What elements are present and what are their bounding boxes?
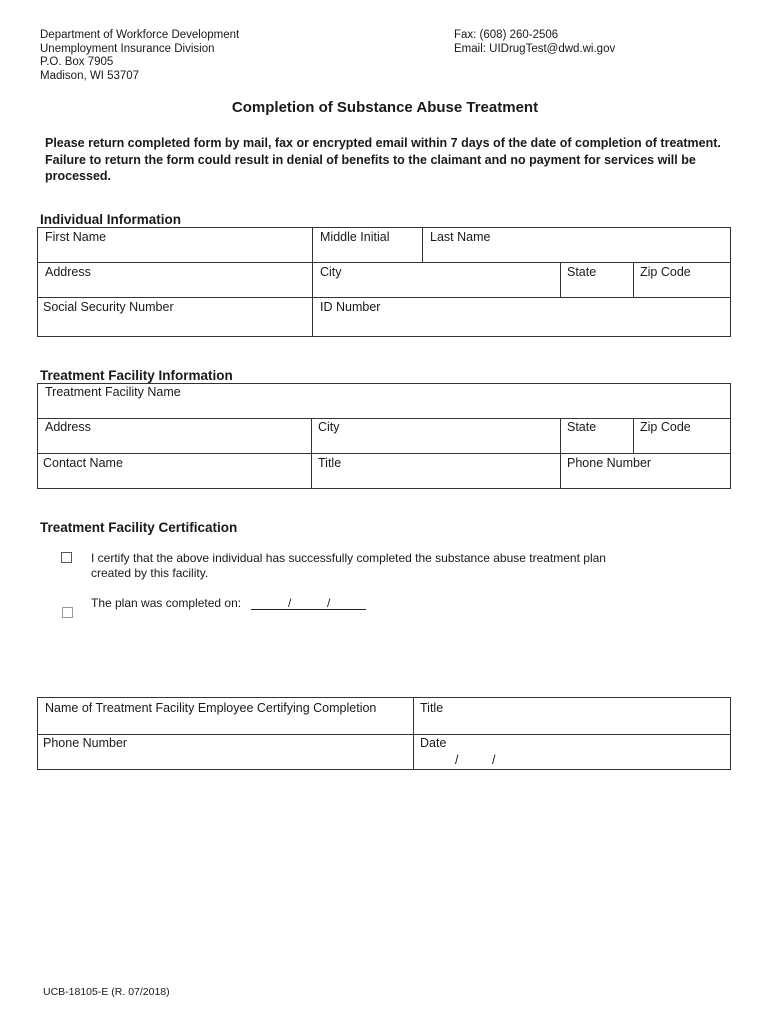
divider — [633, 418, 634, 453]
completed-on-date-field[interactable] — [251, 596, 366, 610]
date-separator: / — [288, 596, 292, 610]
divider — [311, 418, 312, 489]
completed-on-checkbox[interactable] — [62, 607, 73, 618]
address-line: Department of Workforce Development — [40, 29, 240, 41]
individual-section-title: Individual Information — [40, 212, 181, 227]
facility-section-title: Treatment Facility Information — [40, 368, 233, 383]
certify-text-line: I certify that the above individual has successfully completed the substance abuse treatment plan — [91, 551, 606, 565]
facility-name-field[interactable]: Treatment Facility Name — [45, 385, 181, 399]
divider — [560, 262, 561, 297]
employee-title-field[interactable]: Title — [420, 701, 444, 715]
divider — [37, 297, 731, 298]
employee-phone-field[interactable]: Phone Number — [43, 736, 128, 750]
middle-initial-field[interactable]: Middle Initial — [320, 230, 390, 244]
completed-on-label: The plan was completed on: — [91, 596, 242, 610]
form-code: UCB-18105-E (R. 07/2018) — [43, 986, 170, 998]
divider — [37, 734, 731, 735]
instructions: Please return completed form by mail, fax or encrypted email within 7 days of the date of completion of treatment. Failure to return the form could result in denial of benefits to the claimant and no payment for services will be processed. — [45, 136, 721, 183]
address-line: Madison, WI 53707 — [40, 69, 140, 82]
city-field[interactable]: City — [320, 265, 342, 279]
agency-address — [40, 29, 239, 83]
state-field[interactable]: State — [567, 265, 597, 279]
date-field[interactable]: Date — [420, 736, 447, 750]
certification-section-title: Treatment Facility Certification — [40, 520, 238, 535]
certify-text-line: created by this facility. — [91, 566, 209, 580]
certify-checkbox[interactable] — [61, 552, 72, 563]
fax-number: Fax: (608) 260-2506 — [454, 29, 559, 41]
divider — [560, 418, 561, 489]
address-line: P.O. Box 7905 — [40, 56, 114, 68]
form-title: Completion of Substance Abuse Treatment — [231, 99, 539, 116]
agency-contact — [454, 29, 615, 56]
date-separator: / — [492, 753, 496, 767]
divider — [312, 227, 313, 337]
address-field[interactable]: Address — [45, 265, 91, 279]
facility-phone-field[interactable]: Phone Number — [567, 456, 652, 470]
facility-zip-code-field[interactable]: Zip Code — [640, 420, 691, 434]
divider — [422, 227, 423, 262]
employee-name-field[interactable]: Name of Treatment Facility Employee Certifying Completion — [45, 701, 377, 715]
date-separator: / — [327, 596, 331, 610]
divider — [633, 262, 634, 297]
date-separator: / — [455, 753, 459, 767]
id-number-field[interactable]: ID Number — [320, 300, 381, 314]
facility-state-field[interactable]: State — [567, 420, 597, 434]
email-address: Email: UIDrugTest@dwd.wi.gov — [454, 42, 616, 55]
divider — [37, 453, 731, 454]
divider — [413, 697, 414, 770]
divider — [37, 262, 731, 263]
zip-code-field[interactable]: Zip Code — [640, 265, 691, 279]
last-name-field[interactable]: Last Name — [430, 230, 491, 244]
contact-title-field[interactable]: Title — [318, 456, 342, 470]
address-line: Unemployment Insurance Division — [40, 42, 215, 55]
ssn-field[interactable]: Social Security Number — [43, 300, 174, 314]
contact-name-field[interactable]: Contact Name — [43, 456, 123, 470]
facility-address-field[interactable]: Address — [45, 420, 91, 434]
divider — [37, 418, 731, 419]
certify-statement — [91, 551, 606, 581]
facility-city-field[interactable]: City — [318, 420, 340, 434]
first-name-field[interactable]: First Name — [45, 230, 107, 244]
